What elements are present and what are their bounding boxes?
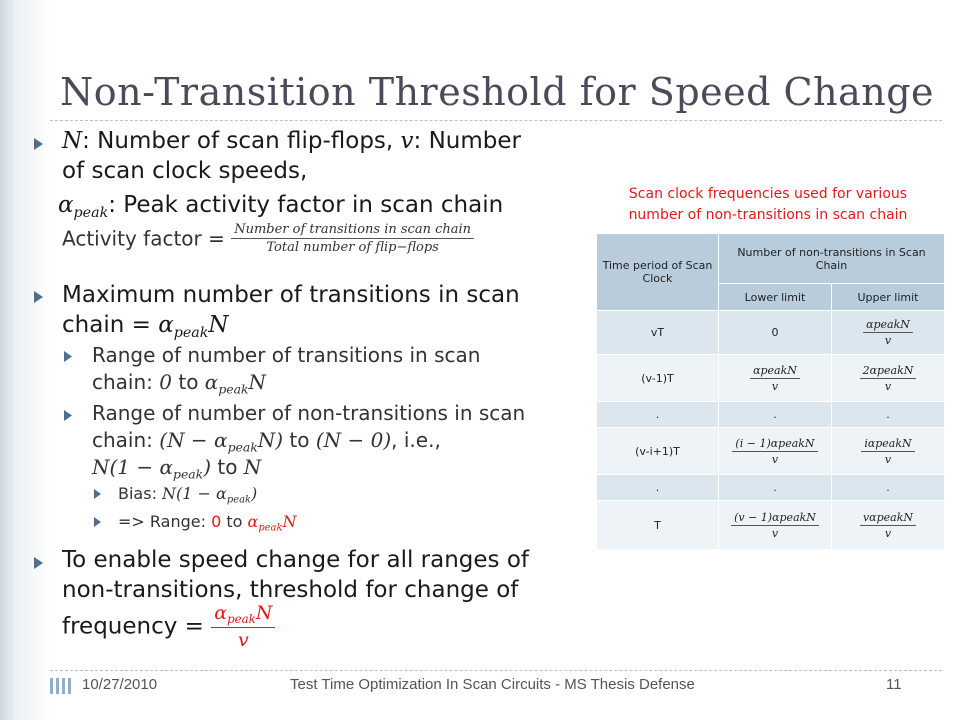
- period-cell: .: [597, 402, 719, 428]
- table-row: [597, 402, 945, 428]
- period-cell: (v-1)T: [597, 355, 719, 402]
- header-time-period: Time period of Scan Clock: [597, 234, 719, 311]
- scan-clock-table: [596, 233, 945, 550]
- upper-cell: $\frac{\text{2αpeakN}}{v}$: [832, 355, 945, 402]
- bullet-arrow-icon: [34, 557, 43, 569]
- lower-cell: $\frac{\text{αpeakN}}{v}$: [719, 355, 832, 402]
- bullet-2-2-line-1: Range of number of non-transitions in scan: [92, 401, 526, 425]
- period-cell: vT: [597, 311, 719, 355]
- lower-cell: $\frac{\text{(v − 1)αpeakN}}{v}$: [719, 501, 832, 550]
- upper-cell: $\frac{\text{αpeakN}}{v}$: [832, 311, 945, 355]
- slide-title: Non-Transition Threshold for Speed Change: [60, 70, 935, 114]
- activity-factor-formula: Activity factor = $\frac{\text{Number of transitions in scan chain}}{\text{Total number of flip−flops}}$: [62, 222, 474, 255]
- alpha-peak-definition: $\alpha_{peak}$: Peak activity factor in scan chain: [58, 192, 504, 221]
- bullet-arrow-icon: [94, 489, 103, 501]
- table-row: [597, 475, 945, 501]
- table-row: [597, 428, 945, 475]
- header-non-transitions: Number of non-transitions in Scan Chain: [719, 234, 945, 284]
- table-row: [597, 501, 945, 550]
- lower-cell: .: [719, 475, 832, 501]
- bullet-3-line-2: non-transitions, threshold for change of: [62, 577, 519, 603]
- footer-presentation-title: Test Time Optimization In Scan Circuits - MS Thesis Defense: [290, 676, 695, 693]
- bullet-2-1-line-2: chain: 0 to $\alpha_{peak}N$: [92, 370, 266, 397]
- lower-cell: 0: [719, 311, 832, 355]
- bullet-2-line-2: chain = $\alpha_{peak}N$: [62, 312, 229, 341]
- bias-line: Bias: $N(1 - \alpha_{peak})$: [118, 484, 258, 506]
- bullet-3-line-1: To enable speed change for all ranges of: [62, 547, 530, 573]
- bullet-arrow-icon: [34, 291, 43, 303]
- bullet-arrow-icon: [64, 351, 73, 363]
- period-cell: (v-i+1)T: [597, 428, 719, 475]
- bullet-3-line-3: frequency = $\frac{\alpha_{peak}N}{v}$: [62, 602, 275, 651]
- bullet-2-2-line-2: chain: $(N - \alpha_{peak}N)$ to (N − 0), i.e.,: [92, 428, 441, 455]
- header-upper-limit: Upper limit: [832, 284, 945, 311]
- bullet-arrow-icon: [34, 138, 43, 150]
- bullet-2-1-line-1: Range of number of transitions in scan: [92, 343, 481, 367]
- bullet-1-line-2: of scan clock speeds,: [62, 158, 308, 184]
- table-row: [597, 311, 945, 355]
- left-edge-band: [0, 0, 14, 720]
- period-cell: T: [597, 501, 719, 550]
- table-caption: Scan clock frequencies used for various number of non-transitions in scan chain: [628, 186, 908, 223]
- upper-cell: $\frac{\text{vαpeakN}}{v}$: [832, 501, 945, 550]
- upper-cell: .: [832, 475, 945, 501]
- range-line: => Range: 0 to $\alpha_{peak}N$: [118, 512, 297, 534]
- period-cell: .: [597, 475, 719, 501]
- bullet-2-2-line-3: $N(1 - \alpha_{peak})$ to N: [92, 455, 262, 482]
- lower-cell: .: [719, 402, 832, 428]
- footer-date: 10/27/2010: [82, 676, 158, 693]
- header-lower-limit: Lower limit: [719, 284, 832, 311]
- bullet-arrow-icon: [94, 517, 103, 529]
- table-row: [597, 355, 945, 402]
- bullet-1-line-1: N: Number of scan flip-flops, v: Number: [62, 128, 521, 154]
- lower-cell: $\frac{\text{(i − 1)αpeakN}}{v}$: [719, 428, 832, 475]
- title-divider: [50, 120, 942, 121]
- upper-cell: .: [832, 402, 945, 428]
- bullet-arrow-icon: [64, 410, 73, 422]
- footer-dots-icon: [50, 678, 76, 694]
- footer-page-number: 11: [886, 676, 902, 693]
- footer-divider: [50, 670, 942, 671]
- bullet-2-line-1: Maximum number of transitions in scan: [62, 282, 520, 308]
- upper-cell: $\frac{\text{iαpeakN}}{v}$: [832, 428, 945, 475]
